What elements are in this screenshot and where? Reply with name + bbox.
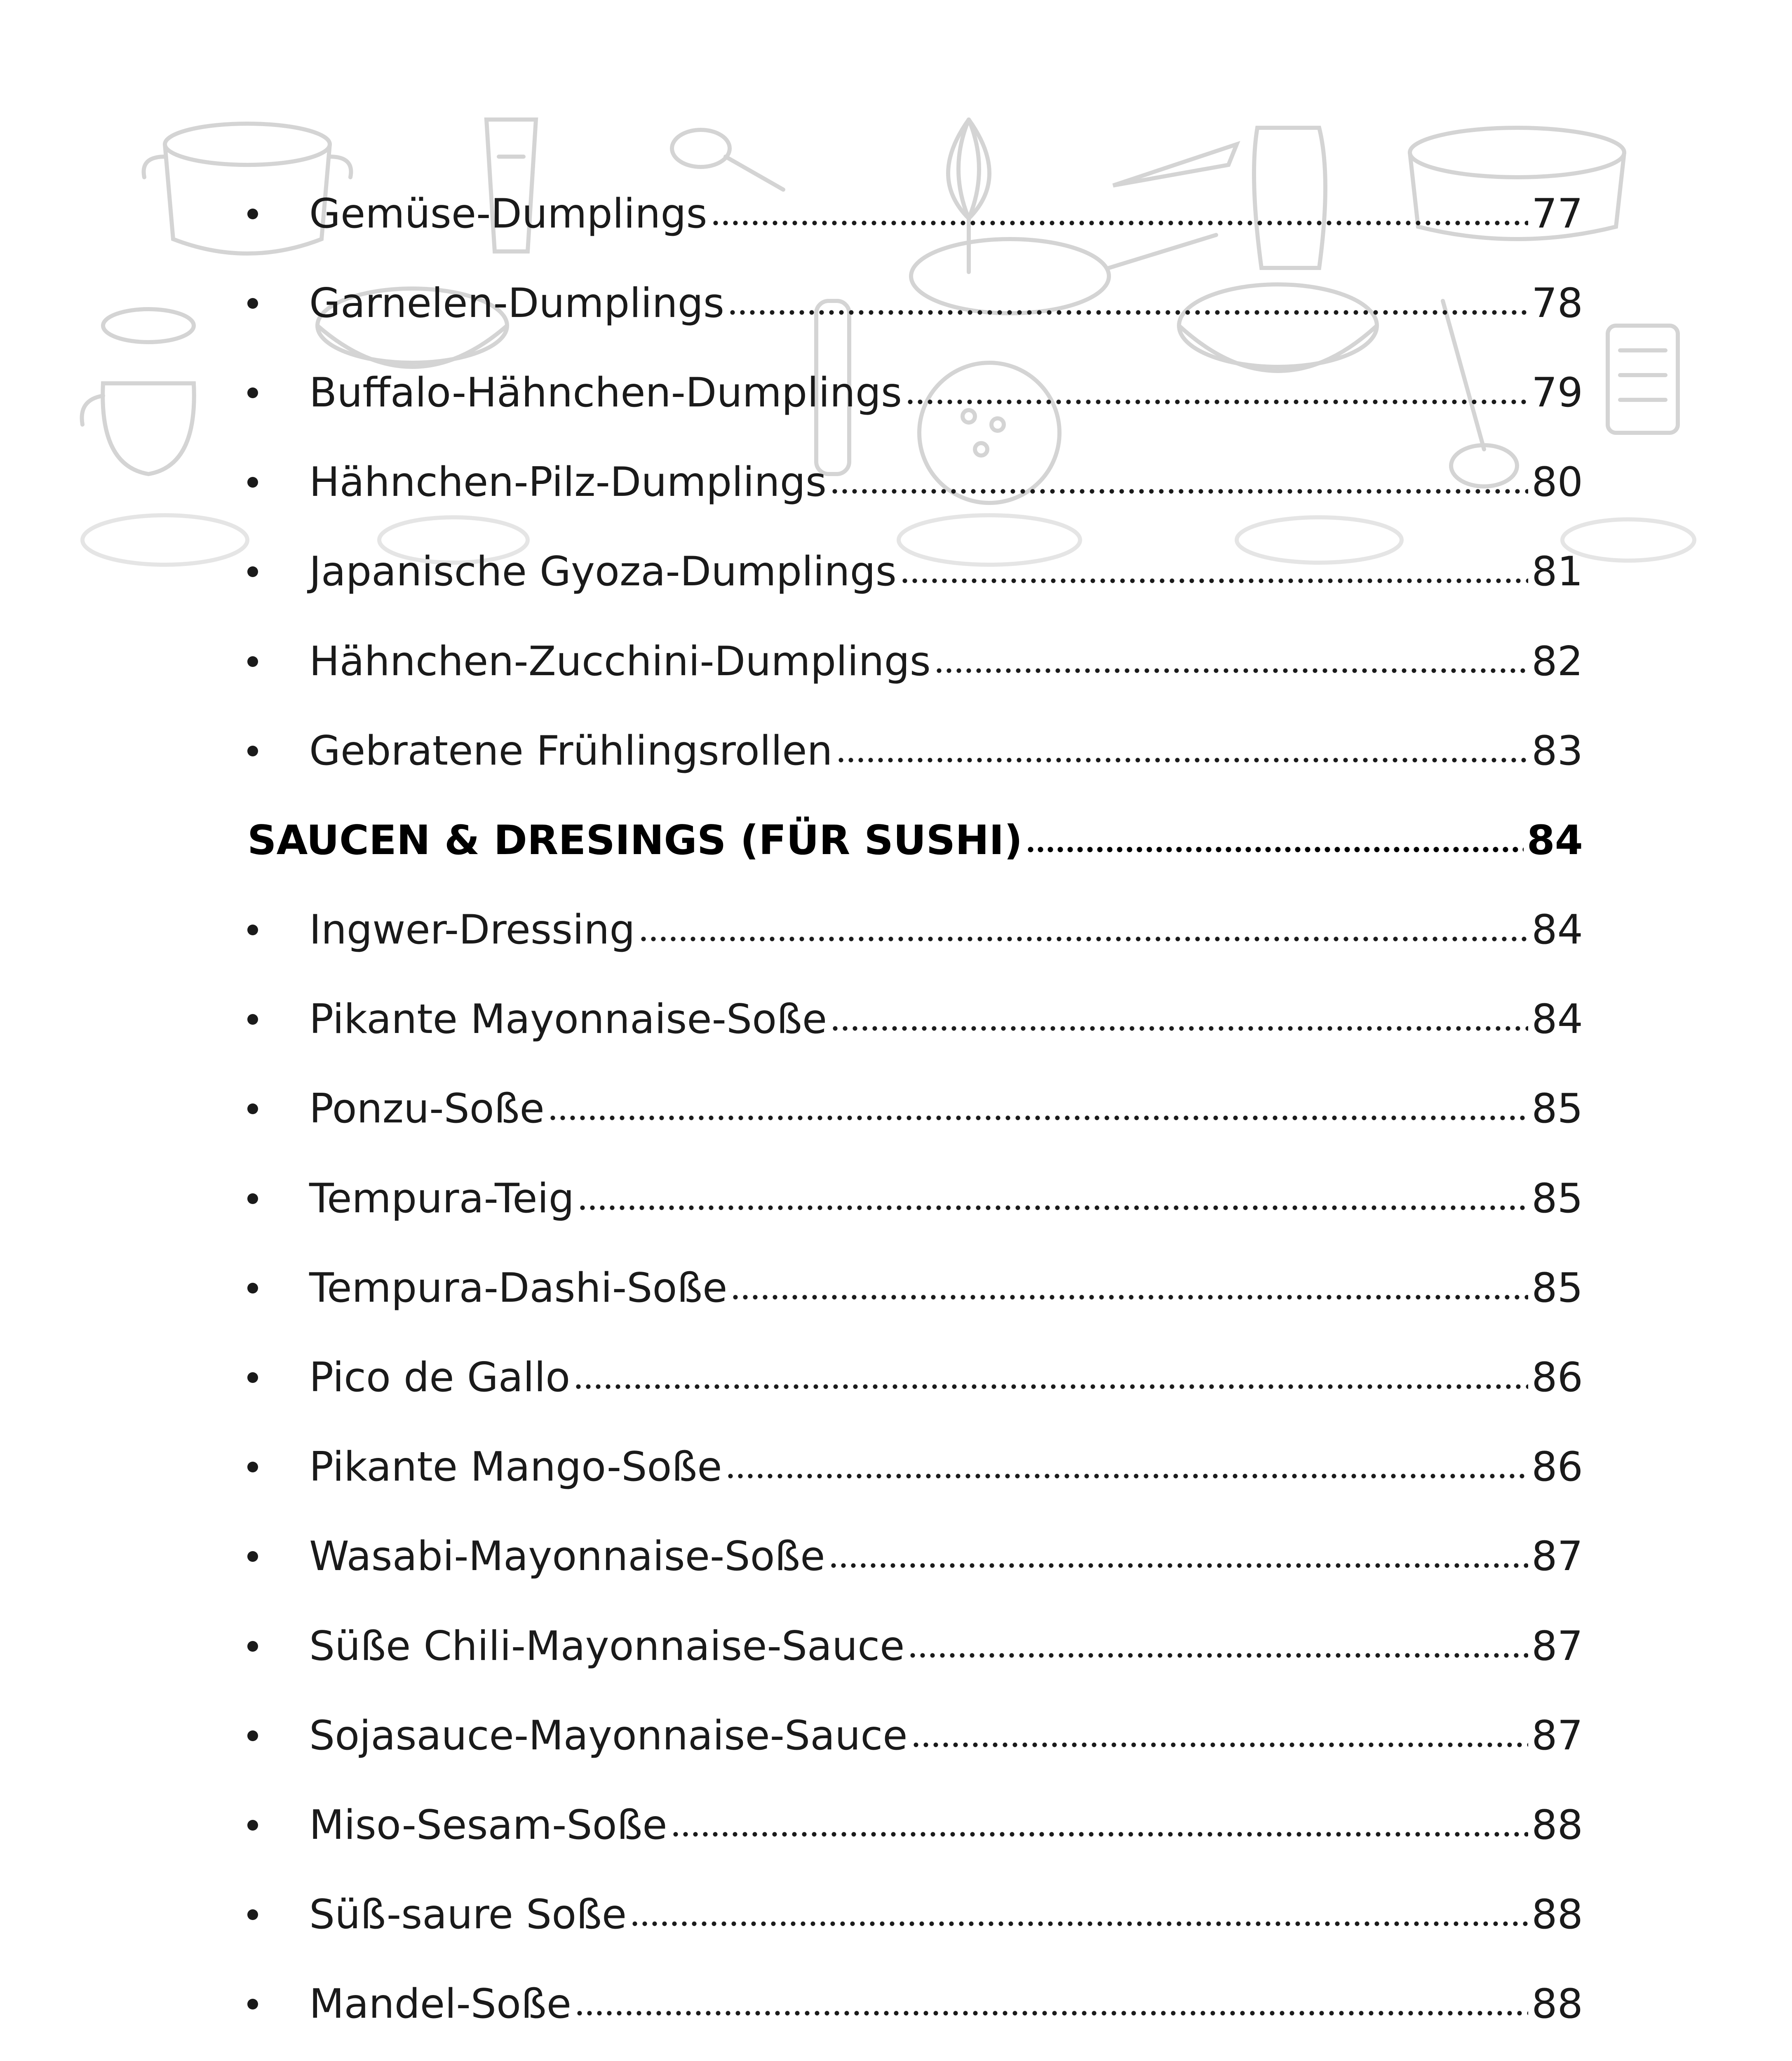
- cooking-pot-icon: [82, 309, 194, 474]
- dot-leader: [908, 1647, 1528, 1664]
- dot-leader: [671, 1826, 1529, 1843]
- bullet-icon: [247, 1193, 309, 1204]
- toc-entry[interactable]: [247, 1423, 1583, 1512]
- bullet-icon: [247, 746, 309, 756]
- bullet-icon: [247, 1372, 309, 1383]
- toc-page-number: 84: [1531, 996, 1583, 1043]
- toc-entry-title: Süß-saure Soße: [309, 1891, 627, 1939]
- toc-entry[interactable]: [247, 617, 1583, 706]
- bullet-icon: [247, 1641, 309, 1652]
- toc-page-number: 87: [1531, 1622, 1583, 1670]
- toc-entry[interactable]: [247, 438, 1583, 527]
- dot-leader: [836, 752, 1529, 768]
- dot-leader: [575, 2005, 1528, 2021]
- toc-page-number: 87: [1531, 1533, 1583, 1580]
- toc-page-number: 88: [1531, 1981, 1583, 2028]
- dot-leader: [730, 1289, 1528, 1305]
- toc-page-number: 79: [1531, 369, 1583, 416]
- toc-entry-title: Mandel-Soße: [309, 1981, 571, 2028]
- dot-leader: [630, 1915, 1528, 1932]
- bullet-icon: [247, 1551, 309, 1562]
- dot-leader: [830, 1020, 1528, 1037]
- toc-entry[interactable]: [247, 1154, 1583, 1243]
- toc-entry[interactable]: [247, 1691, 1583, 1780]
- dot-leader: [726, 1468, 1529, 1484]
- toc-entry-title: Buffalo-Hähnchen-Dumplings: [309, 369, 902, 416]
- toc-page-number: 86: [1531, 1354, 1583, 1401]
- toc-page-number: 88: [1531, 1801, 1583, 1849]
- toc-entry-title: Ingwer-Dressing: [309, 906, 635, 954]
- bullet-icon: [247, 209, 309, 219]
- toc-entry-title: Japanische Gyoza-Dumplings: [309, 548, 897, 596]
- dot-leader: [934, 662, 1528, 679]
- dot-leader: [905, 394, 1528, 410]
- toc-entry-title: Garnelen-Dumplings: [309, 279, 725, 327]
- toc-page-number: 83: [1531, 727, 1583, 775]
- bullet-icon: [247, 477, 309, 488]
- toc-entry-title: Ponzu-Soße: [309, 1085, 545, 1133]
- toc-entry[interactable]: [247, 348, 1583, 437]
- toc-page-number: 77: [1531, 190, 1583, 237]
- toc-page-number: 84: [1531, 906, 1583, 954]
- bullet-icon: [247, 566, 309, 577]
- toc-entry-title: Sojasauce-Mayonnaise-Sauce: [309, 1712, 908, 1759]
- toc-entry[interactable]: [247, 527, 1583, 617]
- dot-leader: [911, 1737, 1529, 1753]
- toc-entry[interactable]: [247, 169, 1583, 258]
- toc-page-number: 80: [1531, 459, 1583, 506]
- toc-entry-title: Süße Chili-Mayonnaise-Sauce: [309, 1622, 905, 1670]
- toc-page-number: 88: [1531, 1891, 1583, 1939]
- toc-page-number: 87: [1531, 1712, 1583, 1759]
- dot-leader: [578, 1200, 1528, 1216]
- toc-page-number: 81: [1531, 548, 1583, 596]
- bullet-icon: [247, 1999, 309, 2009]
- bullet-icon: [247, 1820, 309, 1831]
- toc-page-number: 82: [1531, 638, 1583, 685]
- bullet-icon: [247, 1014, 309, 1025]
- toc-entry[interactable]: [247, 1601, 1583, 1691]
- bullet-icon: [247, 298, 309, 309]
- dot-leader: [900, 573, 1528, 589]
- toc-entry-title: Wasabi-Mayonnaise-Soße: [309, 1533, 825, 1580]
- dot-leader: [829, 1557, 1529, 1574]
- dot-leader: [711, 215, 1529, 231]
- dot-leader: [639, 931, 1529, 947]
- toc-entry-title: Hähnchen-Zucchini-Dumplings: [309, 638, 931, 685]
- toc-section-heading[interactable]: [247, 796, 1583, 885]
- toc-entry[interactable]: [247, 258, 1583, 348]
- toc-entry-title: Tempura-Teig: [309, 1175, 574, 1222]
- toc-page-number: 85: [1531, 1175, 1583, 1222]
- bullet-icon: [247, 1909, 309, 1920]
- bullet-icon: [247, 925, 309, 935]
- toc-entry-title: SAUCEN & DRESINGS (FÜR SUSHI): [247, 817, 1023, 864]
- toc-entry[interactable]: [247, 1064, 1583, 1154]
- toc-entry[interactable]: [247, 706, 1583, 796]
- toc-entry[interactable]: [247, 1333, 1583, 1422]
- toc-entry-title: Pico de Gallo: [309, 1354, 571, 1401]
- dot-leader: [728, 304, 1528, 321]
- toc-entry-title: Hähnchen-Pilz-Dumplings: [309, 459, 827, 506]
- toc-page-number: 84: [1527, 817, 1583, 864]
- bullet-icon: [247, 387, 309, 398]
- grater-icon: [1608, 326, 1678, 433]
- toc-entry-title: Tempura-Dashi-Soße: [309, 1264, 728, 1312]
- toc-entry[interactable]: [247, 1780, 1583, 1870]
- toc-entry-title: Miso-Sesam-Soße: [309, 1801, 667, 1849]
- toc-entry[interactable]: [247, 885, 1583, 975]
- toc-entry[interactable]: [247, 1512, 1583, 1601]
- toc-entry-title: Pikante Mango-Soße: [309, 1444, 722, 1491]
- toc-page-number: 85: [1531, 1085, 1583, 1133]
- toc-entry[interactable]: [247, 2049, 1583, 2061]
- toc-entry-title: Gebratene Frühlingsrollen: [309, 727, 833, 775]
- toc-entry-title: Gemüse-Dumplings: [309, 190, 707, 237]
- toc-entry[interactable]: [247, 1960, 1583, 2049]
- dot-leader: [548, 1110, 1529, 1126]
- toc-entry-title: Pikante Mayonnaise-Soße: [309, 996, 827, 1043]
- bullet-icon: [247, 1462, 309, 1472]
- toc-page-number: 85: [1531, 1264, 1583, 1312]
- bullet-icon: [247, 1730, 309, 1741]
- toc-entry[interactable]: [247, 1870, 1583, 1960]
- dot-leader: [573, 1378, 1528, 1395]
- bullet-icon: [247, 1103, 309, 1114]
- toc-page-number: 78: [1531, 279, 1583, 327]
- bullet-icon: [247, 656, 309, 667]
- bullet-icon: [247, 1283, 309, 1293]
- toc-entry[interactable]: [247, 975, 1583, 1064]
- toc-entry[interactable]: [247, 1243, 1583, 1333]
- dot-leader: [1026, 841, 1523, 858]
- table-of-contents: [247, 169, 1583, 2061]
- toc-page-number: 86: [1531, 1444, 1583, 1491]
- dot-leader: [830, 483, 1528, 500]
